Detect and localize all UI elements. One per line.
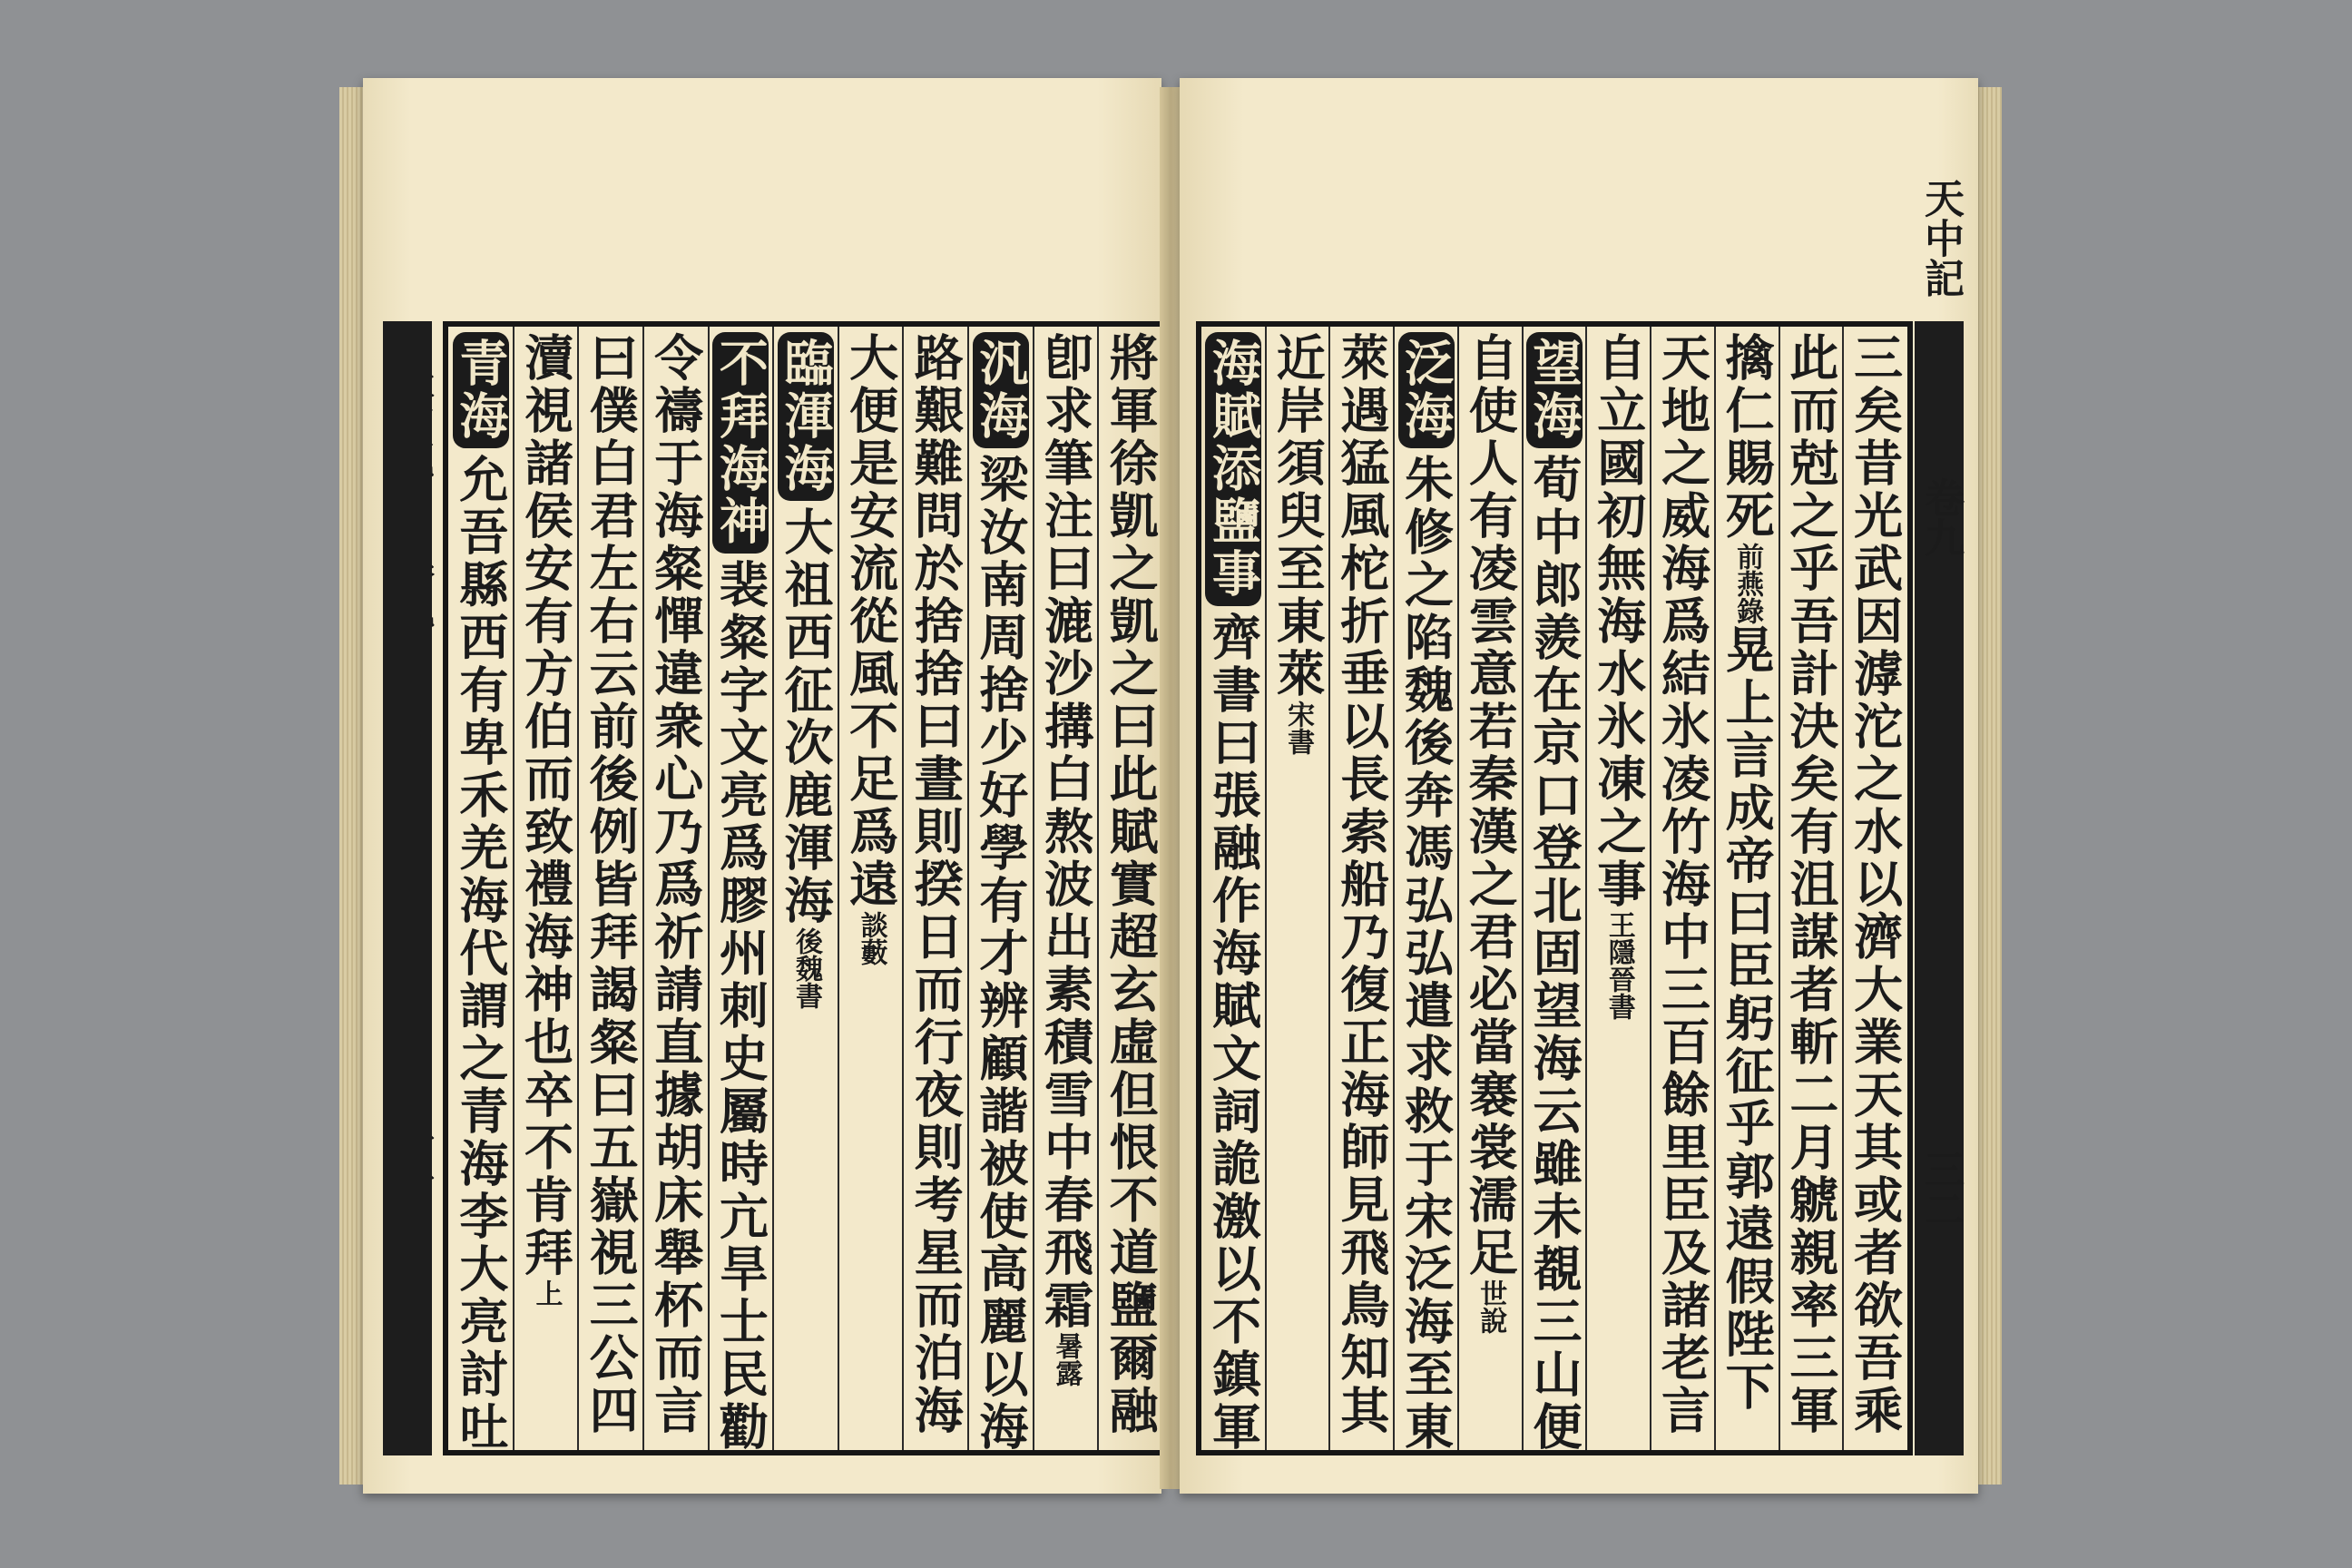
column-rule [1097,327,1099,1450]
column-text: 朱修之陷魏後奔馮弘弘遣求救于宋泛海至東 [1396,454,1455,1454]
source-note: 前燕錄 [1731,543,1764,624]
column-text: 梁汝南周捨少好學有才辨顧諧被使高麗以海 [971,454,1030,1454]
source-note: 後魏書 [790,927,822,1009]
column-text: 自立國初無海水氷凍之事 [1589,332,1648,911]
text-column [517,332,573,1307]
text-column [1102,332,1159,1437]
column-text: 曰僕白君左右云前後例皆拜謁粲曰五嶽視三公四 [582,332,641,1437]
text-column [1334,332,1390,1437]
text-column [648,332,704,1437]
text-column [1719,332,1775,1414]
column-text: 瀆視諸侯安有方伯而致禮海神也卒不肯拜 [516,332,575,1279]
book-gutter [1160,87,1181,1489]
left-page [363,78,1161,1494]
source-note: 宋書 [1282,701,1315,755]
column-rule [1714,327,1716,1450]
column-text: 將軍徐凱之凱之曰此賦實超玄虛但恨不道鹽爾融 [1102,332,1161,1437]
column-text: 三矣昔光武因滹沱之水以濟大業天其或者欲吾乘 [1846,332,1905,1437]
column-text: 近岸須臾至東萊 [1269,332,1328,701]
column-rule [1265,327,1267,1450]
column-rule [1522,327,1524,1450]
text-column [1462,332,1518,1334]
text-column [1654,332,1710,1437]
column-text: 自使人有凌雲意若秦漢之君必當褰裳濡足 [1461,332,1520,1279]
column-text: 此而尅之乎吾計決矣有沮謀者斬二月虩親率三軍 [1781,332,1840,1437]
right-margin-volume: 卷九 [1917,477,1964,557]
column-text: 允吾縣西有卑禾羌海代謂之青海李大亮討吐 [451,454,510,1454]
text-column [1591,332,1647,1020]
left-text-frame [443,321,1169,1455]
text-column [1398,332,1455,1454]
column-rule [708,327,710,1450]
column-text: 齊書曰張融作海賦文詞詭激以不鎮軍 [1204,612,1263,1454]
text-column [778,332,834,1009]
column-text: 路艱難問於捨捨曰晝則揆日而行夜則考星而泊海 [906,332,965,1437]
source-note: 世說 [1475,1279,1507,1334]
text-column [583,332,639,1437]
column-text: 大祖西征次鹿渾海 [777,506,835,927]
entry-heading-tag: 海賦添鹽事 [1205,332,1261,606]
entry-heading-tag: 汎海 [973,332,1029,448]
text-column [712,332,769,1454]
entry-heading-tag: 不拜海神 [712,332,769,554]
column-rule [642,327,644,1450]
right-page [1180,78,1978,1494]
right-page-number: 三二 [1917,1149,1964,1229]
text-column [1038,332,1094,1387]
text-column [1269,332,1326,755]
right-text-frame [1196,321,1913,1455]
column-text: 裴粲字文亮爲膠州刺史屬時亢旱士民勸 [711,559,770,1454]
entry-heading-tag: 青海 [453,332,509,448]
column-text: 令禱于海粲憚違衆心乃爲祈請直據胡床舉杯而言 [646,332,705,1437]
right-margin-title: 天中記 [1917,178,1964,298]
entry-heading-tag: 望海 [1526,332,1583,448]
text-column [1205,332,1261,1454]
entry-heading-tag: 臨渾海 [778,332,834,501]
text-column [1847,332,1904,1437]
text-column [973,332,1029,1454]
column-rule [1393,327,1395,1450]
column-rule [772,327,774,1450]
column-rule [1328,327,1330,1450]
column-rule [1650,327,1651,1450]
entry-heading-tag: 泛海 [1398,332,1455,448]
open-book [363,78,1978,1494]
source-note: 王隱晉書 [1602,911,1635,1020]
source-note: 談藪 [855,911,887,965]
source-note: 上 [530,1279,563,1307]
column-rule [577,327,579,1450]
left-fold-strip [383,321,432,1455]
column-text: 大便是安流從風不足爲遠 [841,332,900,911]
column-rule [902,327,904,1450]
column-text: 萊遇猛風柁折垂以長索船乃復正海師見飛鳥知其 [1332,332,1391,1437]
column-rule [513,327,514,1450]
text-column [453,332,509,1454]
column-rule [1033,327,1034,1450]
column-text: 荀中郎羨在京口登北固望海云雖未覩三山便 [1525,454,1583,1454]
column-text: 卽求筆注曰漉沙搆白熬波出素積雪中春飛霜 [1036,332,1095,1332]
source-note: 暑露 [1050,1332,1083,1387]
column-text: 天地之威海爲結氷凌竹海中三百餘里臣及諸老言 [1653,332,1712,1437]
column-rule [1585,327,1587,1450]
column-text-continued: 晃上言成帝曰臣躬征乎郭遠假陛下 [1718,624,1777,1414]
column-rule [1457,327,1459,1450]
column-rule [1842,327,1844,1450]
text-column [1783,332,1839,1437]
column-rule [838,327,839,1450]
column-text: 擒仁賜死 [1718,332,1777,543]
text-column [907,332,964,1437]
column-rule [967,327,969,1450]
column-rule [1779,327,1780,1450]
text-column [843,332,899,965]
text-column [1526,332,1583,1454]
